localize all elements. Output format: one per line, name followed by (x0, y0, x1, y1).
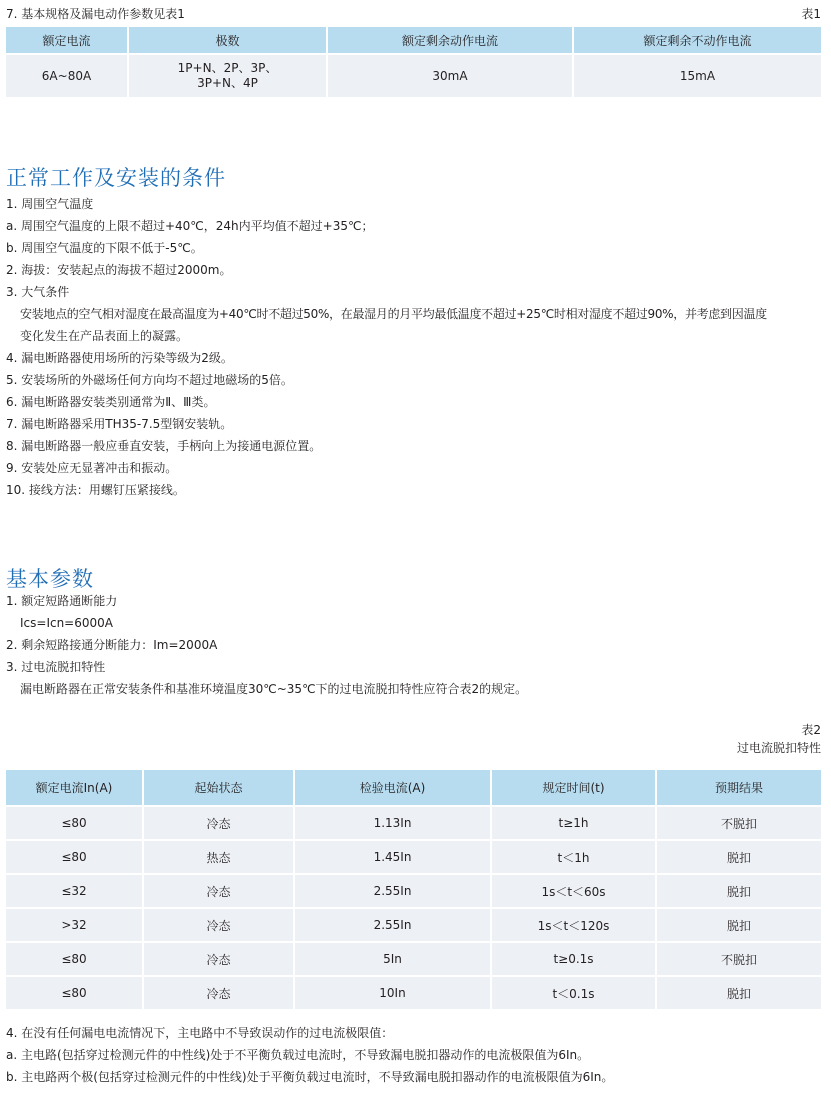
table-row (6, 975, 821, 1009)
list-item: 3. 大气条件 (6, 285, 70, 299)
list-item: 4. 漏电断路器使用场所的污染等级为2级。 (6, 351, 233, 365)
cell-poles-line2: 3P+N、4P (197, 76, 258, 90)
header-residual-non-operating-current: 额定剩余不动作电流 (574, 27, 821, 53)
cell-initial-state: 冷态 (144, 805, 295, 839)
list-item: 3. 过电流脱扣特性 (6, 660, 106, 674)
cell-expected-result: 脱扣 (657, 907, 821, 941)
operating-conditions-list (6, 193, 821, 501)
table-row (6, 839, 821, 873)
cell-test-current: 2.55In (295, 907, 492, 941)
list-item: 2. 剩余短路接通分断能力：Im=2000A (6, 638, 218, 652)
list-item: b. 主电路两个极(包括穿过检测元件的中性线)处于平衡负载过电流时，不导致漏电脱扣器动作的电流极限值为6In。 (6, 1070, 614, 1084)
table-row (6, 53, 821, 97)
table-row (6, 907, 821, 941)
table-header-row (6, 770, 821, 805)
cell-test-current: 1.13In (295, 805, 492, 839)
cell-residual-non-operating-current: 15mA (574, 53, 821, 97)
header-rated-current-in: 额定电流In(A) (6, 770, 144, 805)
cell-rated-current: 6A~80A (6, 53, 129, 97)
basic-parameters-list (6, 590, 821, 700)
list-item: Ics=Icn=6000A (20, 616, 113, 630)
cell-initial-state: 冷态 (144, 975, 295, 1009)
header-test-current: 检验电流(A) (295, 770, 492, 805)
list-item: 安装地点的空气相对湿度在最高温度为+40℃时不超过50%，在最湿月的月平均最低温度不超过+25℃时相对湿度不超过90%，并考虑到因温度 (20, 307, 767, 321)
cell-rated-current: ≤32 (6, 873, 144, 907)
cell-test-current: 1.45In (295, 839, 492, 873)
table-header-row (6, 27, 821, 53)
list-item: a. 主电路(包括穿过检测元件的中性线)处于不平衡负载过电流时，不导致漏电脱扣器动作的电流极限值为6In。 (6, 1048, 590, 1062)
list-item: b. 周围空气温度的下限不低于-5℃。 (6, 241, 203, 255)
table-row (6, 941, 821, 975)
cell-initial-state: 冷态 (144, 907, 295, 941)
cell-expected-result: 不脱扣 (657, 941, 821, 975)
section-title-operating-conditions: 正常工作及安装的条件 (6, 166, 226, 190)
list-item: 1. 周围空气温度 (6, 197, 94, 211)
cell-expected-result: 不脱扣 (657, 805, 821, 839)
table-row (6, 873, 821, 907)
cell-expected-result: 脱扣 (657, 839, 821, 873)
header-residual-operating-current: 额定剩余动作电流 (328, 27, 574, 53)
header-specified-time: 规定时间(t) (492, 770, 657, 805)
list-item: 7. 漏电断路器采用TH35-7.5型钢安装轨。 (6, 417, 233, 431)
cell-poles (129, 53, 328, 97)
list-item: 2. 海拔：安装起点的海拔不超过2000m。 (6, 263, 232, 277)
cell-specified-time: t≥0.1s (492, 941, 657, 975)
cell-rated-current: ≤80 (6, 805, 144, 839)
cell-rated-current: ≤80 (6, 975, 144, 1009)
cell-initial-state: 冷态 (144, 941, 295, 975)
cell-initial-state: 热态 (144, 839, 295, 873)
cell-poles-line1: 1P+N、2P、3P、 (177, 61, 278, 75)
cell-test-current: 2.55In (295, 873, 492, 907)
cell-expected-result: 脱扣 (657, 873, 821, 907)
header-initial-state: 起始状态 (144, 770, 295, 805)
list-item: 9. 安装处应无显著冲击和振动。 (6, 461, 178, 475)
list-item: 变化发生在产品表面上的凝露。 (20, 329, 189, 343)
section-title-basic-parameters: 基本参数 (6, 567, 94, 591)
table1-caption: 7. 基本规格及漏电动作参数见表1 (6, 7, 185, 21)
cell-rated-current: ≤80 (6, 941, 144, 975)
cell-specified-time: t≥1h (492, 805, 657, 839)
table2-title: 过电流脱扣特性 (736, 741, 821, 755)
list-item: 10. 接线方法：用螺钉压紧接线。 (6, 483, 185, 497)
trip-characteristics-table (6, 770, 821, 1009)
list-item: 1. 额定短路通断能力 (6, 594, 118, 608)
cell-test-current: 5In (295, 941, 492, 975)
cell-specified-time: t＜1h (492, 839, 657, 873)
list-item: 6. 漏电断路器安装类别通常为Ⅱ、Ⅲ类。 (6, 395, 216, 409)
cell-specified-time: t＜0.1s (492, 975, 657, 1009)
list-item: a. 周围空气温度的上限不超过+40℃，24h内平均值不超过+35℃； (6, 219, 374, 233)
cell-rated-current: ≤80 (6, 839, 144, 873)
list-item: 8. 漏电断路器一般应垂直安装，手柄向上为接通电源位置。 (6, 439, 322, 453)
table1-label: 表1 (801, 7, 821, 21)
table-row (6, 805, 821, 839)
footer-notes (6, 1022, 821, 1088)
list-item: 漏电断路器在正常安装条件和基准环境温度30℃~35℃下的过电流脱扣特性应符合表2的规定。 (20, 682, 528, 696)
spec-table (6, 27, 821, 97)
cell-test-current: 10In (295, 975, 492, 1009)
cell-initial-state: 冷态 (144, 873, 295, 907)
list-item: 5. 安装场所的外磁场任何方向均不超过地磁场的5倍。 (6, 373, 293, 387)
header-poles: 极数 (129, 27, 328, 53)
table2-label: 表2 (801, 723, 821, 737)
cell-residual-operating-current: 30mA (328, 53, 574, 97)
header-expected-result: 预期结果 (657, 770, 821, 805)
cell-specified-time: 1s＜t＜60s (492, 873, 657, 907)
cell-specified-time: 1s＜t＜120s (492, 907, 657, 941)
cell-expected-result: 脱扣 (657, 975, 821, 1009)
header-rated-current: 额定电流 (6, 27, 129, 53)
list-item: 4. 在没有任何漏电电流情况下，主电路中不导致误动作的过电流极限值： (6, 1026, 394, 1040)
cell-rated-current: >32 (6, 907, 144, 941)
